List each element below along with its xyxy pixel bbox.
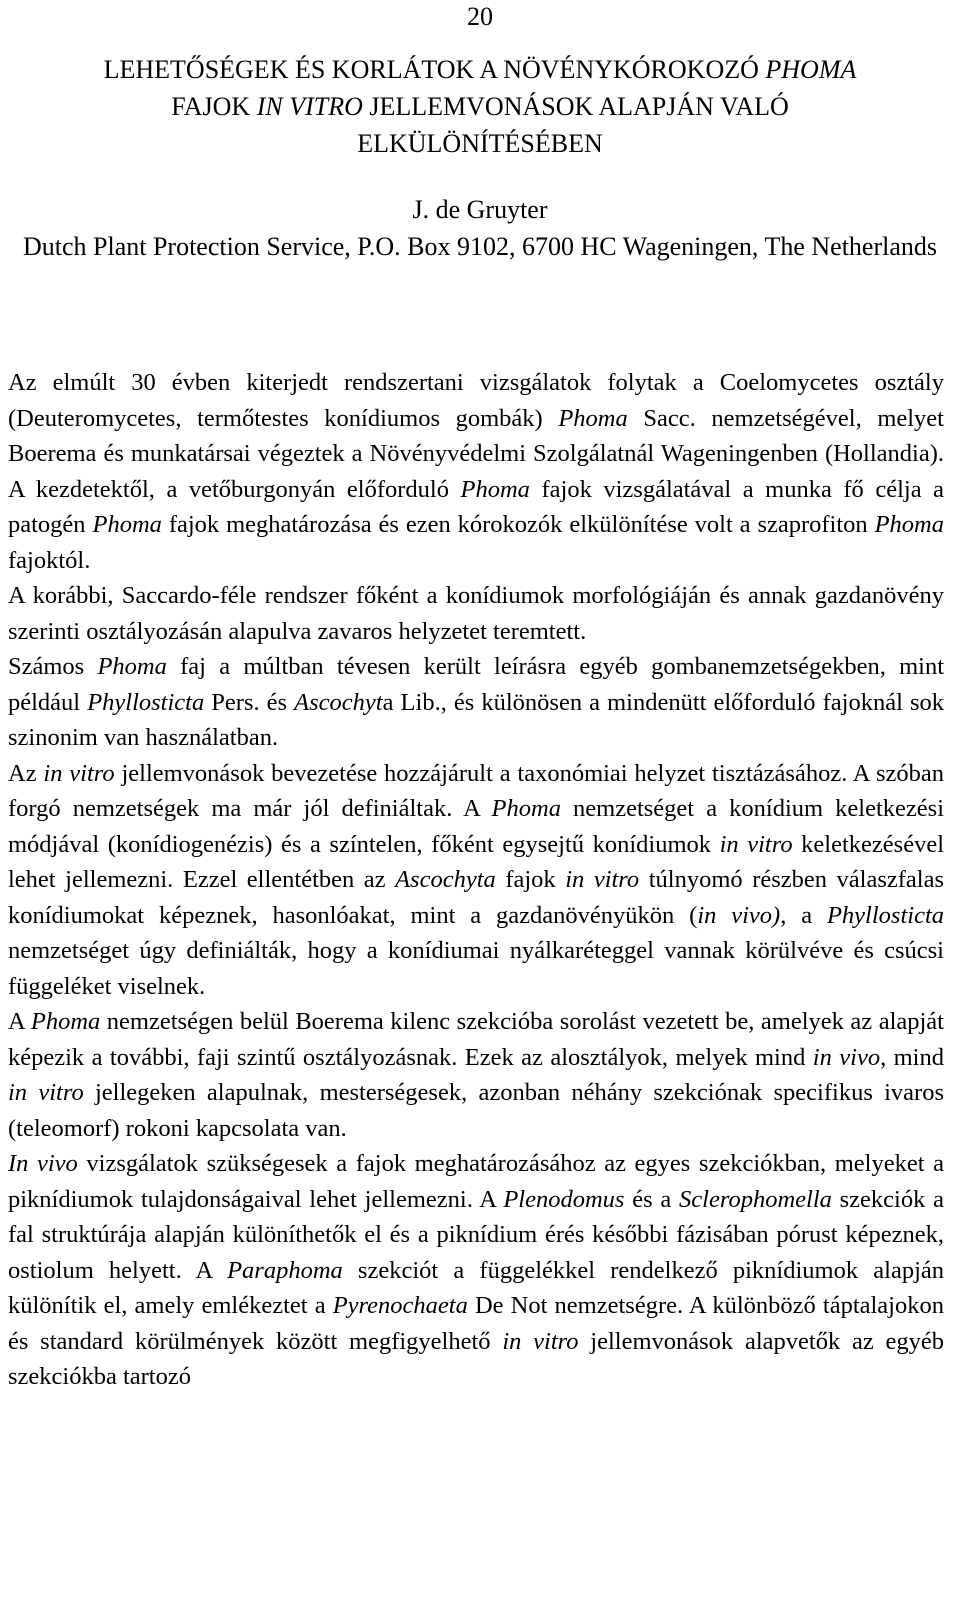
text-run: Pers. és <box>204 688 295 716</box>
italic-term: in vitro <box>565 866 640 893</box>
text-run: Az elmúlt 30 évben kiterjedt rendszertani vizsgálatok folytak a Coelomycetes osztály (Deuteromycetes, termőtestes konídiumos gombák) <box>8 369 944 432</box>
italic-term: Phyllosticta <box>87 688 205 716</box>
text-run: jellegeken alapulnak, mesterségesek, azonban néhány szekciónak specifikus ivaros (teleomorf) rokoni kapcsolata van. <box>8 1079 945 1142</box>
text-run: nemzetséget a konídium keletkezési módjával (konídiogenézis) és a színtelen, főként egysejtű konídiumok <box>8 795 945 858</box>
italic-term: in vitro <box>8 1079 84 1106</box>
text-run: túlnyomó részben válaszfalas konídiumokat képeznek, hasonlóakat, mint a gazdanövényükön ( <box>8 866 945 929</box>
paragraph <box>8 1146 944 1395</box>
text-run: De Not nemzetségre. A különböző táptalajokon és standard körülmények között megfigyelhető <box>8 1292 944 1355</box>
italic-term: Phoma <box>874 511 945 538</box>
italic-term: In vivo <box>8 1150 78 1177</box>
text-run: szekciót a függelékkel rendelkező piknídiumok alapján különítik el, amely emlékeztet a <box>8 1256 945 1319</box>
italic-term: in vitro <box>502 1327 579 1355</box>
text-run: Az <box>8 759 44 787</box>
paragraph <box>8 1004 944 1146</box>
text-run: fajok meghatározása és ezen kórokozók elkülönítése volt a szaprofiton <box>161 511 875 538</box>
article-title <box>8 51 952 162</box>
text-run: jellemvonások bevezetése hozzájárult a taxonómiai helyzet tisztázásához. A szóban forgó nemzetségek ma már jól definiáltak. A <box>8 759 944 822</box>
text-run: szekciók a fal struktúrája alapján különíthetők el és a piknídium érés későbbi fázisában pórust képeznek, ostiolum helyett. A <box>8 1185 944 1284</box>
italic-term: Phyllosticta <box>826 901 945 929</box>
paragraph <box>8 649 944 756</box>
italic-term: Pyrenochaeta <box>332 1292 468 1319</box>
italic-term: Ascochyta <box>395 866 496 893</box>
text-run: , a <box>780 901 827 929</box>
title-line-3: ELKÜLÖNÍTÉSÉBEN <box>357 129 603 158</box>
text-run: Számos <box>8 653 98 680</box>
italic-term: in vivo) <box>697 901 781 929</box>
text-run: nemzetséget úgy definiálták, hogy a konídiumai nyálkaréteggel vannak körülvéve és csúcsi függeléket viselnek. <box>8 937 944 1000</box>
text-run: vizsgálatok szükségesek a fajok meghatározásához az egyes szekciókban, melyeket a piknídiumok tulajdonságaival lehet jellemezni. A <box>8 1150 944 1213</box>
paragraph <box>8 578 944 649</box>
text-run: és a <box>624 1185 680 1213</box>
text-run: keletkezésével lehet jellemezni. Ezzel ellentétben az <box>8 830 944 893</box>
text-run: , mind <box>880 1043 944 1071</box>
title-line-1: LEHETŐSÉGEK ÉS KORLÁTOK A NÖVÉNYKÓROKOZÓ PHOMA <box>103 55 857 84</box>
italic-term: Phoma <box>491 795 561 822</box>
text-run: jellemvonások alapvetők az egyéb szekciókba tartozó <box>8 1327 944 1390</box>
italic-term: Phoma <box>30 1008 101 1035</box>
article-body <box>8 365 944 1395</box>
text-run: fajoktól. <box>8 546 91 574</box>
italic-term: Plenodomus <box>503 1185 625 1213</box>
italic-term: Phoma <box>92 511 162 538</box>
italic-term: Sclerophomella <box>679 1185 832 1213</box>
author-name: J. de Gruyter <box>412 195 548 224</box>
text-run: A korábbi, Saccardo-féle rendszer főként a konídiumok morfológiáján és annak gazdanövény szerinti osztályozásán alapulva zavaros helyzetet teremtett. <box>8 582 944 645</box>
paragraph <box>8 365 944 578</box>
author-affiliation: Dutch Plant Protection Service, P.O. Box 9102, 6700 HC Wageningen, The Netherlands <box>22 232 938 261</box>
author-block <box>8 191 952 265</box>
italic-term: Phoma <box>558 404 628 432</box>
page-number: 20 <box>467 2 493 31</box>
text-run: nemzetségen belül Boerema kilenc szekcióba sorolást vezetett be, amelyek az alapját képezik a további, faji szintű osztályozásnak. Ezek az alosztályok, melyek mind <box>8 1008 944 1071</box>
text-run: faj a múltban tévesen került leírásra egyéb gombanemzetségekben, mint például <box>8 653 944 716</box>
text-run: fajok vizsgálatával a munka fő célja a patogén <box>8 475 944 538</box>
text-run: fajok <box>495 866 566 893</box>
italic-term: in vitro <box>719 830 793 858</box>
italic-term: Phoma <box>460 475 530 503</box>
text-run: Sacc. nemzetségével, melyet Boerema és munkatársai végeztek a Növényvédelmi Szolgálatnál Wageningenben (Hollandia). A kezdetektől, a vetőburgonyán előforduló <box>8 404 944 503</box>
italic-term: Ascochyt <box>294 688 383 716</box>
italic-term: Paraphoma <box>227 1256 343 1284</box>
text-run: A <box>8 1008 31 1035</box>
paragraph <box>8 756 944 1005</box>
title-line-2: FAJOK IN VITRO JELLEMVONÁSOK ALAPJÁN VALÓ <box>171 92 789 121</box>
italic-term: Phoma <box>97 653 167 680</box>
italic-term: in vitro <box>43 759 115 787</box>
text-run: a Lib., és különösen a mindenütt előforduló fajoknál sok szinonim van használatban. <box>8 688 944 751</box>
italic-term: in vivo <box>812 1043 881 1071</box>
